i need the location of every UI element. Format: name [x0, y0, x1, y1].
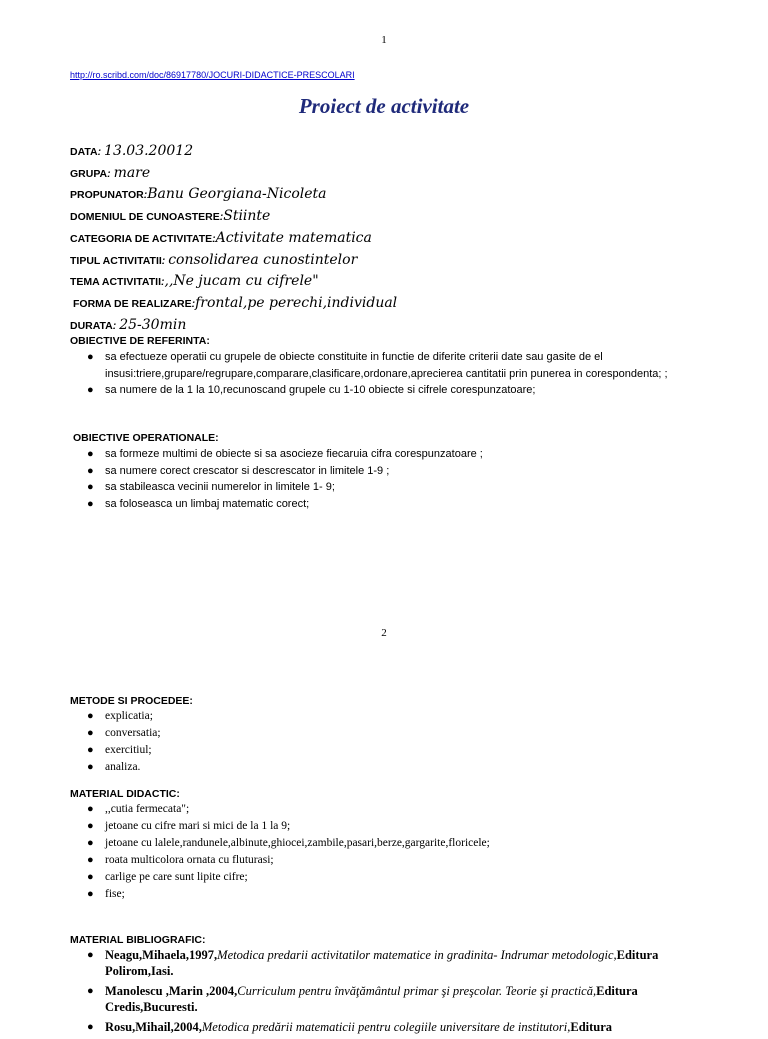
field-row — [70, 208, 270, 224]
material-heading: MATERIAL DIDACTIC: — [70, 788, 180, 800]
field-value: ,,Ne jucam cu cifrele" — [164, 273, 319, 289]
list-item — [70, 708, 710, 725]
field-label: TEMA ACTIVITATII — [70, 276, 161, 288]
field-value: mare — [113, 165, 151, 181]
bib-work: Curriculum pentru învăţământul primar şi preşcolar. Teorie şi practică, — [237, 984, 597, 998]
bullet-icon: ● — [87, 448, 94, 460]
bibliography-item — [70, 947, 690, 979]
field-separator: : — [112, 320, 120, 332]
bullet-icon: ● — [87, 481, 94, 494]
list-item — [70, 886, 710, 903]
field-label: TIPUL ACTIVITATII — [70, 255, 162, 267]
field-row — [70, 165, 150, 181]
methods-list — [70, 708, 710, 776]
list-item-text: roata multicolora ornata cu fluturasi; — [105, 854, 274, 866]
bullet-icon: ● — [87, 744, 94, 756]
field-row — [70, 230, 372, 246]
list-item — [70, 835, 710, 852]
bullet-icon: ● — [87, 871, 94, 883]
list-item — [70, 349, 710, 382]
list-item — [70, 496, 710, 513]
field-row — [70, 273, 319, 289]
material-list — [70, 801, 710, 903]
field-row — [70, 317, 186, 333]
objectives-ref-list — [70, 349, 710, 399]
field-label: DATA — [70, 146, 98, 158]
list-item-text: ,,cutia fermecata"; — [105, 803, 190, 815]
field-label: GRUPA — [70, 168, 108, 180]
list-item — [70, 479, 710, 496]
bib-publisher: Editura — [570, 1020, 613, 1034]
list-item-text: sa formeze multimi de obiecte si sa asocieze fiecaruia cifra corespunzatoare ; — [105, 448, 483, 460]
list-item — [70, 852, 710, 869]
list-item — [70, 463, 710, 480]
bullet-icon: ● — [87, 384, 94, 397]
list-item-text: exercitiul; — [105, 744, 152, 756]
bib-publisher: Editura Polirom,Iasi. — [105, 948, 659, 978]
field-label: PROPUNATOR — [70, 189, 144, 201]
bibliography-item — [70, 1019, 690, 1035]
field-value: Banu Georgiana-Nicoleta — [147, 186, 327, 202]
field-label: DURATA — [70, 320, 113, 332]
bullet-icon: ● — [87, 820, 94, 832]
field-row — [70, 252, 357, 268]
field-label: CATEGORIA DE ACTIVITATE — [70, 233, 213, 245]
list-item-text: analiza. — [105, 761, 141, 773]
objectives-ref-heading: OBIECTIVE DE REFERINTA: — [70, 335, 210, 347]
bib-author: Manolescu ,Marin ,2004, — [105, 984, 238, 998]
list-item — [70, 725, 710, 742]
list-item — [70, 446, 710, 463]
bullet-icon: ● — [87, 1021, 94, 1033]
list-item-text: sa numere de la 1 la 10,recunoscand grupele cu 1-10 obiecte si cifrele corespunzatoare; — [105, 384, 536, 397]
list-item-text: conversatia; — [105, 727, 161, 739]
bullet-icon: ● — [87, 854, 94, 866]
list-item-text: jetoane cu lalele,randunele,albinute,ghiocei,zambile,pasari,berze,gargarite,floricele; — [105, 837, 490, 849]
methods-heading: METODE SI PROCEDEE: — [70, 695, 193, 707]
page-number: 1 — [381, 34, 387, 46]
field-value: Stiinte — [223, 208, 271, 224]
bullet-icon: ● — [87, 985, 94, 997]
field-value: 13.03.20012 — [104, 143, 194, 159]
list-item-text: explicatia; — [105, 710, 153, 722]
bibliography-item — [70, 983, 690, 1015]
bib-author: Neagu,Mihaela,1997, — [105, 948, 218, 962]
field-separator: : — [161, 276, 165, 288]
field-row — [70, 143, 193, 159]
document-title: Proiect de activitate — [298, 94, 470, 118]
bullet-icon: ● — [87, 761, 94, 773]
page-number: 2 — [381, 627, 387, 639]
objectives-op-list — [70, 446, 710, 513]
list-item — [70, 818, 710, 835]
list-item-text: fise; — [105, 888, 125, 900]
bullet-icon: ● — [87, 498, 94, 511]
bib-work: Metodica predării matematicii pentru colegiile universitare de institutori, — [201, 1020, 571, 1034]
field-separator: : — [219, 211, 224, 223]
field-separator: : — [97, 146, 105, 158]
list-item — [70, 742, 710, 759]
field-separator: : — [191, 298, 196, 310]
field-separator: : — [107, 168, 114, 180]
bib-work: Metodica predarii activitatilor matematice in gradinita- Indrumar metodologic, — [217, 948, 617, 962]
objectives-op-heading: OBIECTIVE OPERATIONALE: — [73, 432, 219, 444]
field-row — [73, 295, 397, 311]
bullet-icon: ● — [87, 837, 94, 849]
bibliography-heading: MATERIAL BIBLIOGRAFIC: — [70, 934, 206, 946]
field-separator: : — [212, 233, 216, 245]
source-link[interactable]: http://ro.scribd.com/doc/86917780/JOCURI-DIDACTICE-PRESCOLARI — [70, 70, 355, 80]
bullet-icon: ● — [87, 710, 94, 722]
bullet-icon: ● — [87, 803, 94, 815]
bib-author: Rosu,Mihail,2004, — [105, 1020, 202, 1034]
list-item — [70, 801, 710, 818]
bibliography-list — [70, 947, 690, 1039]
field-value: consolidarea cunostintelor — [168, 252, 358, 268]
field-label: DOMENIUL DE CUNOASTERE — [70, 211, 220, 223]
field-value: 25-30min — [119, 317, 187, 333]
field-label: FORMA DE REALIZARE — [73, 298, 192, 310]
bullet-icon: ● — [87, 727, 94, 739]
list-item-text: sa foloseasca un limbaj matematic corect; — [105, 498, 310, 511]
field-row — [70, 186, 327, 202]
list-item-text: carlige pe care sunt lipite cifre; — [105, 871, 248, 883]
bullet-icon: ● — [87, 888, 94, 900]
bullet-icon: ● — [87, 464, 94, 477]
list-item-text: sa efectueze operatii cu grupele de obiecte constituite in functie de diferite criterii date sau gasite de el insusi:triere,grupare/regrupare,comparare,clasificare,ordonare,aprecierea cantitatii prin punerea in corespondenta; ; — [105, 351, 668, 380]
list-item — [70, 869, 710, 886]
bib-publisher: Editura Credis,Bucuresti. — [105, 984, 638, 1014]
field-separator: : — [143, 189, 148, 201]
bullet-icon: ● — [87, 351, 94, 363]
list-item — [70, 382, 710, 399]
field-separator: : — [161, 255, 169, 267]
bullet-icon: ● — [87, 949, 94, 961]
field-value: frontal,pe perechi,individual — [195, 295, 398, 311]
list-item-text: sa numere corect crescator si descrescator in limitele 1-9 ; — [105, 464, 390, 477]
list-item-text: jetoane cu cifre mari si mici de la 1 la 9; — [105, 820, 291, 832]
list-item-text: sa stabileasca vecinii numerelor in limitele 1- 9; — [105, 481, 335, 494]
field-value: Activitate matematica — [215, 230, 372, 246]
list-item — [70, 759, 710, 776]
